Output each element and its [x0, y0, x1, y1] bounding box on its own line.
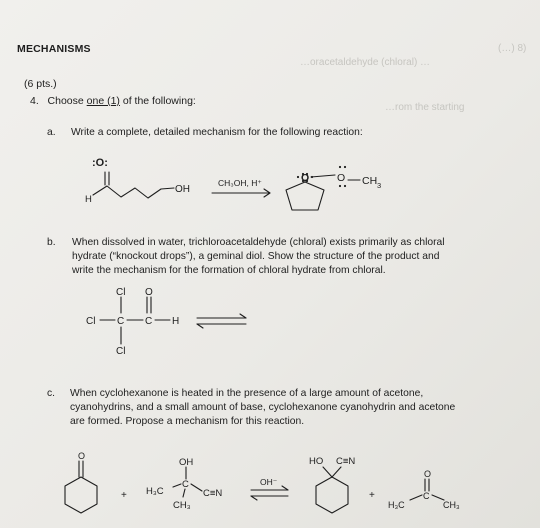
- c-cyano-h3c-bond: [173, 484, 181, 487]
- faded-bleedthrough-text-2: …rom the starting: [385, 102, 465, 113]
- c-cyano-ch3: CH₃: [173, 500, 191, 511]
- c-acetone-carbon: C: [423, 491, 430, 501]
- question-choice: one (1): [86, 95, 120, 107]
- c-product-ho: HO: [309, 456, 324, 467]
- part-b-line-1: When dissolved in water, trichloroacetaldehyde (chloral) exists primarily as chloral: [72, 237, 445, 248]
- b-oxygen: O: [145, 287, 153, 298]
- c-equilibrium-reverse-head: [251, 496, 257, 500]
- b-equilibrium-forward-head: [240, 314, 246, 318]
- c-cyclohexanone-oxygen: O: [78, 451, 86, 461]
- c-cyano-ch3-bond: [183, 489, 185, 497]
- c-cyano-cn-bond: [191, 484, 202, 491]
- c-cyclohexanone-ring: [65, 477, 97, 513]
- c-product-ring: [316, 477, 348, 513]
- b-hydrogen: H: [172, 316, 180, 327]
- part-c-line-2: cyanohydrins, and a small amount of base, cyclohexanone cyanohydrin and acetone: [70, 402, 456, 413]
- b-carbon-2: C: [145, 316, 153, 327]
- part-b-letter: b.: [47, 237, 56, 248]
- part-c-line-1: When cyclohexanone is heated in the presence of a large amount of acetone,: [70, 388, 424, 399]
- a-reagent: CH₃OH, H⁺: [218, 178, 262, 188]
- c-product-cn: C≡N: [336, 456, 356, 467]
- c-plus-2: +: [369, 490, 375, 501]
- points-label: (6 pts.): [24, 78, 57, 90]
- c-cyano-carbon: C: [182, 479, 189, 490]
- a-product-ring: [286, 182, 324, 210]
- part-c-line-3: are formed. Propose a mechanism for this reaction.: [70, 416, 305, 427]
- c-acetone-ch3: CH₃: [443, 500, 460, 510]
- a-product-ch: CH: [362, 175, 378, 187]
- a-reactant-oh: OH: [175, 184, 190, 195]
- c-acetone-left-bond: [410, 495, 422, 500]
- c-plus-1: +: [121, 490, 127, 501]
- faded-bleedthrough-text-1: …oracetaldehyde (chloral) …: [300, 57, 431, 68]
- a-product-ring-oxygen: O: [301, 172, 310, 184]
- b-equilibrium-reverse-head: [197, 324, 203, 328]
- c-cyano-oh: OH: [179, 457, 194, 468]
- c-cyano-h3c: H₃C: [146, 486, 164, 497]
- a-product-ch-subscript: 3: [377, 181, 382, 190]
- part-c-letter: c.: [47, 388, 56, 399]
- b-carbon-1: C: [117, 316, 125, 327]
- part-a-letter: a.: [47, 127, 56, 138]
- question-number: 4.: [30, 95, 39, 107]
- c-acetone-oxygen: O: [424, 469, 432, 479]
- c-product-cn-bond: [332, 467, 341, 477]
- part-a-text: Write a complete, detailed mechanism for the following reaction:: [71, 127, 363, 138]
- a-ether-bond-left: [311, 175, 335, 177]
- page-title: MECHANISMS: [17, 43, 91, 55]
- b-cl-bottom: Cl: [116, 346, 126, 357]
- c-equilibrium-forward-head: [282, 486, 288, 490]
- b-cl-left: Cl: [86, 316, 96, 327]
- c-acetone-h3c: H₃C: [388, 500, 405, 510]
- question-suffix: of the following:: [122, 95, 196, 107]
- a-reactant-chain: [93, 186, 174, 198]
- a-product-ether-oxygen: O: [337, 172, 346, 184]
- faded-corner-text: (…) 8): [498, 43, 527, 54]
- question-prefix: Choose: [47, 95, 84, 107]
- c-product-oh-bond: [323, 467, 332, 477]
- a-reactant-oxygen: :O:: [92, 157, 108, 169]
- c-reagent: OH⁻: [260, 477, 278, 487]
- part-b-line-2: hydrate (“knockout drops”), a geminal diol. Show the structure of the product and: [72, 251, 440, 262]
- a-reactant-h: H: [85, 194, 92, 205]
- part-b-line-3: write the mechanism for the formation of chloral hydrate from chloral.: [72, 265, 386, 276]
- b-cl-top: Cl: [116, 287, 126, 298]
- c-cyano-cn: C≡N: [203, 488, 223, 499]
